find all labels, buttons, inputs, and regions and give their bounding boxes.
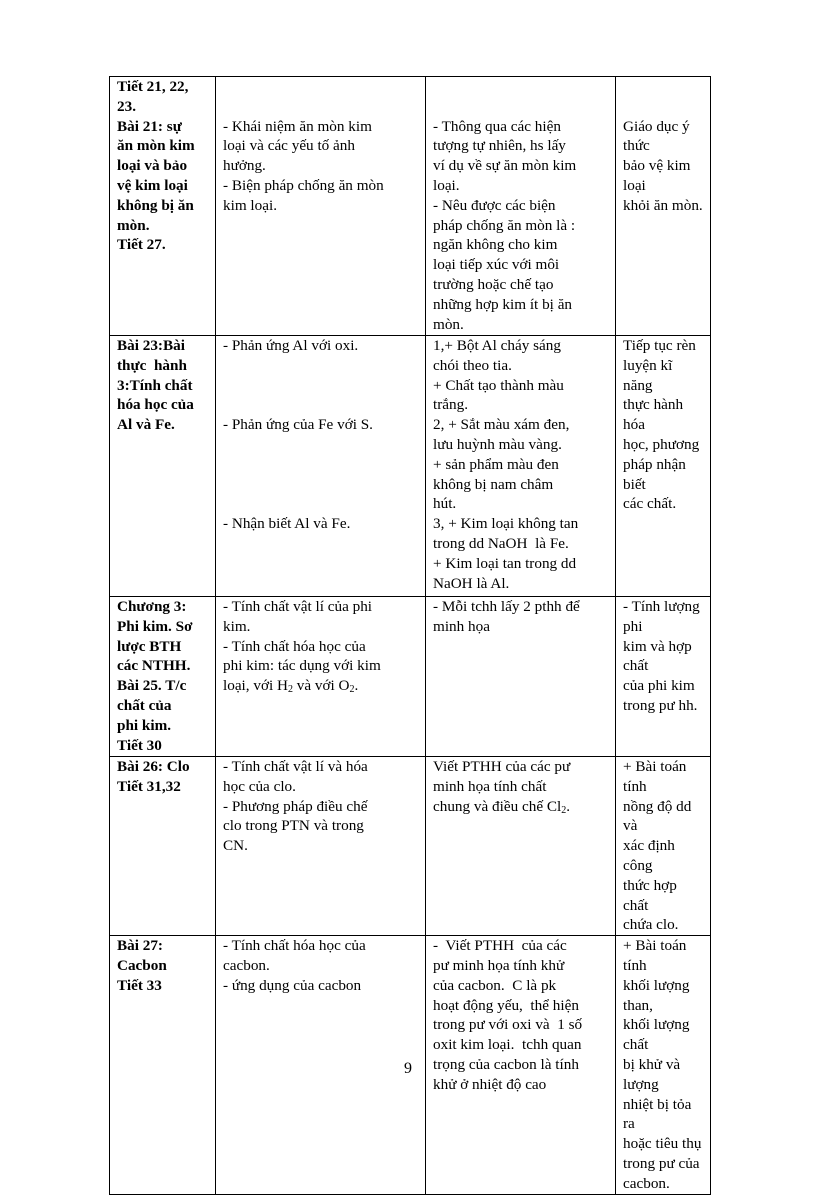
table-row bbox=[110, 77, 711, 336]
attitude-cell: - Tính lượng phi kim và hợp chất của phi kim trong pư hh. bbox=[616, 597, 711, 757]
knowledge-cell: - Khái niệm ăn mòn kim loại và các yếu tố ảnh hưởng. - Biện pháp chống ăn mòn kim loại. bbox=[216, 77, 426, 336]
skills-cell: - Thông qua các hiện tượng tự nhiên, hs lấy ví dụ về sự ăn mòn kim loại. - Nêu được các biện pháp chống ăn mòn là : ngăn không cho kim loại tiếp xúc với môi trường hoặc chế tạo những hợp kim ít bị ăn mòn. bbox=[426, 77, 616, 336]
lesson-cell: Bài 26: Clo Tiết 31,32 bbox=[110, 757, 216, 936]
skills-cell: - Mỗi tchh lấy 2 pthh để minh họa bbox=[426, 597, 616, 757]
skills-cell: 1,+ Bột Al cháy sáng chói theo tia. + Chất tạo thành màu trắng. 2, + Sắt màu xám đen, lưu huỳnh màu vàng. + sản phẩm màu đen không bị nam châm hút. 3, + Kim loại không tan trong dd NaOH là Fe. + Kim loại tan trong dd NaOH là Al. bbox=[426, 336, 616, 597]
knowledge-cell: - Tính chất vật lí của phi kim. - Tính chất hóa học của phi kim: tác dụng với kim loại, với $H_2$ và với $O_2$. bbox=[216, 597, 426, 757]
skills-cell: Viết PTHH của các pư minh họa tính chất chung và điều chế $Cl_2$. bbox=[426, 757, 616, 936]
table-row bbox=[110, 336, 711, 597]
attitude-cell: Tiếp tục rèn luyện kĩ năng thực hành hóa học, phương pháp nhận biết các chất. bbox=[616, 336, 711, 597]
lesson-cell: Tiết 21, 22, 23. Bài 21: sự ăn mòn kim loại và bảo vệ kim loại không bị ăn mòn. Tiết 27. bbox=[110, 77, 216, 336]
lesson-cell: Bài 27: Cacbon Tiết 33 bbox=[110, 936, 216, 1194]
attitude-cell: Giáo dục ý thức bảo vệ kim loại khỏi ăn mòn. bbox=[616, 77, 711, 336]
lesson-plan-table bbox=[109, 76, 711, 1195]
lesson-cell: Chương 3: Phi kim. Sơ lược BTH các NTHH. Bài 25. T/c chất của phi kim. Tiết 30 bbox=[110, 597, 216, 757]
lesson-cell: Bài 23:Bài thực hành 3:Tính chất hóa học của Al và Fe. bbox=[110, 336, 216, 597]
knowledge-cell: - Tính chất hóa học của cacbon. - ứng dụng của cacbon bbox=[216, 936, 426, 1194]
table-row bbox=[110, 597, 711, 757]
attitude-cell: + Bài toán tính nồng độ dd và xác định công thức hợp chất chứa clo. bbox=[616, 757, 711, 936]
attitude-cell: + Bài toán tính khối lượng than, khối lượng chất bị khử và lượng nhiệt bị tỏa ra hoặc tiêu thụ trong pư của cacbon. bbox=[616, 936, 711, 1194]
knowledge-cell: - Tính chất vật lí và hóa học của clo. - Phương pháp điều chế clo trong PTN và trong CN. bbox=[216, 757, 426, 936]
knowledge-cell: - Phản ứng Al với oxi. - Phản ứng của Fe với S. - Nhận biết Al và Fe. bbox=[216, 336, 426, 597]
skills-cell: - Viết PTHH của các pư minh họa tính khử của cacbon. C là pk hoạt động yếu, thể hiện trong pư với oxi và 1 số oxit kim loại. tchh quan trọng của cacbon là tính khử ở nhiệt độ cao bbox=[426, 936, 616, 1194]
table-row bbox=[110, 757, 711, 936]
page-number: 9 bbox=[404, 1060, 412, 1077]
